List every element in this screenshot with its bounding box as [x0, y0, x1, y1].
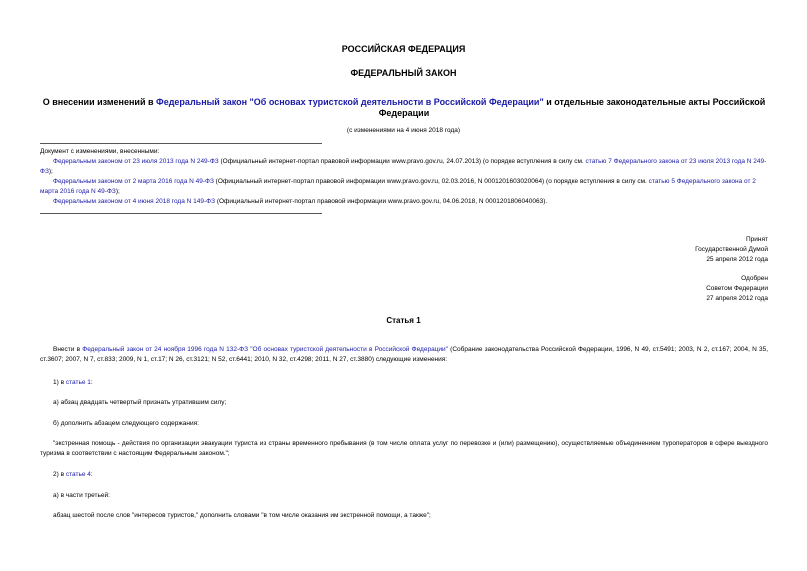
- change-text: (Официальный интернет-портал правовой информации www.pravo.gov.ru, 02.03.2016, N 0001201603020064) (о порядке вступления в силу см.: [213, 178, 649, 185]
- article-intro: [40, 345, 768, 365]
- article-1-link[interactable]: статье 1: [65, 379, 91, 386]
- item-2a-para: [40, 511, 768, 521]
- item-1b-text: б) дополнить абзацем следующего содержания:: [53, 420, 199, 427]
- divider-bottom: [40, 213, 322, 214]
- emergency-help-definition: "экстренная помощь - действия по организации эвакуации туриста из страны временного пребывания (в том числе оплата услуг по перевозке и (или) размещению), осуществляемые объединением туроператоров в сфере выездного туризма в соответствии с настоящим Федеральным законом.";: [40, 440, 768, 457]
- approved-date: 27 апреля 2012 года: [706, 295, 768, 302]
- item-1a-text: а) абзац двадцать четвертый признать утратившим силу;: [53, 399, 227, 406]
- article-4-link[interactable]: статье 4: [65, 471, 91, 478]
- change-law-link[interactable]: Федеральным законом от 2 марта 2016 года N 49-ФЗ: [53, 178, 214, 185]
- change-text-end: );: [48, 168, 53, 175]
- adopted-block: [695, 235, 768, 265]
- heading-law-link[interactable]: Федеральный закон "Об основах туристской деятельности в Российской Федерации": [156, 97, 544, 107]
- item-1: [40, 378, 768, 388]
- law-heading: [40, 97, 768, 119]
- change-law-link[interactable]: Федеральным законом от 23 июля 2013 года N 249-ФЗ: [53, 158, 219, 165]
- change-item: [40, 177, 768, 197]
- item-2a: [40, 491, 768, 501]
- country-title: РОССИЙСКАЯ ФЕДЕРАЦИЯ: [341, 44, 466, 54]
- item-2: [40, 470, 768, 480]
- item-2a-paragraph-text: абзац шестой после слов "интересов туристов," дополнить словами "в том числе оказания им экстренной помощи, а также";: [53, 512, 431, 519]
- item-1-prefix: 1) в: [53, 379, 66, 386]
- adopted-label: Принят: [745, 236, 768, 243]
- approved-label: Одобрен: [741, 275, 768, 282]
- item-1a: [40, 398, 768, 408]
- change-item: [40, 157, 768, 177]
- adopted-body: Государственной Думой: [695, 246, 768, 253]
- divider-top: [40, 143, 322, 144]
- as-of-note: (с изменениями на 4 июня 2018 года): [346, 127, 461, 134]
- item-2-suffix: :: [90, 471, 93, 478]
- changes-intro: Документ с изменениями, внесенными:: [40, 148, 160, 155]
- change-text: (Официальный интернет-портал правовой информации www.pravo.gov.ru, 04.06.2018, N 0001201806040063).: [215, 198, 548, 205]
- intro-prefix: Внести в: [53, 346, 83, 353]
- change-law-link[interactable]: Федеральным законом от 4 июня 2018 года N 149-ФЗ: [53, 198, 216, 205]
- approved-block: [706, 274, 768, 304]
- changes-block: [40, 147, 768, 207]
- item-2-prefix: 2) в: [53, 471, 66, 478]
- adopted-date: 25 апреля 2012 года: [706, 256, 768, 263]
- heading-prefix: О внесении изменений в: [42, 97, 157, 107]
- item-1b: [40, 419, 768, 429]
- change-article-link[interactable]: статью 5 Федерального закона от 2 марта 2016 года N 49-ФЗ: [40, 178, 756, 195]
- change-text-end: );: [115, 188, 120, 195]
- change-article-link[interactable]: статью 7 Федерального закона от 23 июля 2013 года N 249-ФЗ: [40, 158, 767, 175]
- change-text: (Официальный интернет-портал правовой информации www.pravo.gov.ru, 24.07.2013) (о порядке вступления в силу см.: [218, 158, 586, 165]
- doc-type-title: ФЕДЕРАЛЬНЫЙ ЗАКОН: [350, 68, 457, 78]
- item-2a-text: а) в части третьей:: [53, 492, 110, 499]
- item-1b-quote: [40, 439, 768, 459]
- approved-body: Советом Федерации: [706, 285, 768, 292]
- intro-law-link[interactable]: Федеральный закон от 24 ноября 1996 года N 132-ФЗ "Об основах туристской деятельности в Российской Федерации": [82, 346, 448, 353]
- heading-suffix: и отдельные законодательные акты Российской Федерации: [378, 97, 766, 118]
- intro-suffix: (Собрание законодательства Российской Федерации, 1996, N 49, ст.5491; 2003, N 2, ст.167; 2004, N 35, ст.3607; 2007, N 7, ст.833; 2009, N 1, ст.17; N 26, ст.3121; N 52, ст.6441; 2010, N 32, ст.4298; 2011, N 27, ст.3880) следующие изменения:: [40, 346, 768, 363]
- change-item: [40, 197, 768, 207]
- item-1-suffix: :: [90, 379, 93, 386]
- article-title: Статья 1: [386, 316, 421, 325]
